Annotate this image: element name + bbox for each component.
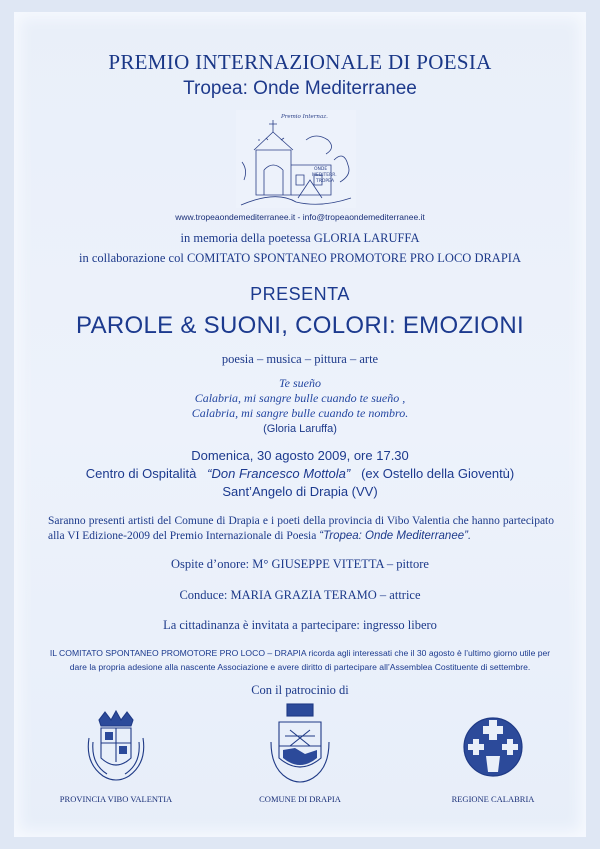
- svg-text:Premio Internaz.: Premio Internaz.: [281, 114, 328, 120]
- invito-line: La cittadinanza è invitata a partecipare: ingresso libero: [163, 618, 437, 632]
- artists-paragraph: [48, 514, 554, 544]
- sponsor-provincia-label: PROVINCIA VIBO VALENTIA: [59, 794, 173, 804]
- svg-text:ONDE: ONDE: [314, 167, 328, 172]
- venue-prefix: Centro di Ospitalità: [85, 466, 197, 481]
- collaborazione-line: in collaborazione col COMITATO SPONTANEO PROMOTORE PRO LOCO DRAPIA: [79, 251, 521, 265]
- event-date: Domenica, 30 agosto 2009, ore 17.30: [191, 448, 409, 463]
- contact-website-email: www.tropeaondemediterranee.it - info@tropeaondemediterranee.it: [175, 212, 425, 222]
- poster-title: PREMIO INTERNAZIONALE DI POESIA: [108, 50, 492, 74]
- provincia-coat-of-arms-icon: [81, 708, 151, 788]
- artists-paragraph-text: Saranno presenti artisti del Comune di Drapia e i poeti della provincia di Vibo Valentia che hanno partecipato alla VI Edizione-2009 del Premio Internazionale di Poesia: [48, 515, 554, 542]
- artists-paragraph-highlight: “Tropea: Onde Mediterranee”.: [319, 530, 472, 542]
- event-title: PAROLE & SUONI, COLORI: EMOZIONI: [76, 312, 524, 339]
- poem-author: (Gloria Laruffa): [263, 423, 337, 435]
- comitato-notice: IL COMITATO SPONTANEO PROMOTORE PRO LOCO – DRAPIA ricorda agli interessati che il 30 agosto è l’ultimo giorno utile per dare la propria adesione alla nascente Associazione e avere diritto di partecipare all’Assemblea Costituente di settembre.: [49, 648, 551, 672]
- event-place: Sant’Angelo di Drapia (VV): [222, 484, 378, 499]
- ospite-line: Ospite d’onore: M° GIUSEPPE VITETTA – pittore: [171, 557, 429, 571]
- venue-name: “Don Francesco Mottola”: [207, 466, 351, 481]
- conduce-line: Conduce: MARIA GRAZIA TERAMO – attrice: [179, 588, 421, 602]
- poster: [14, 12, 586, 837]
- sponsor-comune-label: COMUNE DI DRAPIA: [259, 794, 341, 804]
- venue-suffix: (ex Ostello della Gioventù): [361, 466, 515, 481]
- comune-coat-of-arms-icon: [265, 702, 335, 782]
- poem-line-1: Calabria, mi sangre bulle cuando te sueño ,: [194, 391, 406, 405]
- premio-logo-sketch: [236, 110, 356, 208]
- memoria-line: in memoria della poetessa GLORIA LARUFFA: [180, 231, 420, 245]
- church-sketch-icon: [236, 110, 356, 208]
- patrocinio-heading: Con il patrocinio di: [251, 683, 349, 697]
- svg-text:MEDITERR.: MEDITERR.: [312, 173, 337, 178]
- sponsor-regione-label: REGIONE CALABRIA: [451, 794, 535, 804]
- presenta-heading: PRESENTA: [250, 284, 350, 304]
- poster-subtitle: Tropea: Onde Mediterranee: [183, 78, 417, 99]
- arts-subtitle: poesia – musica – pittura – arte: [221, 352, 379, 366]
- poem-line-2: Calabria, mi sangre bulle cuando te nombro.: [191, 406, 409, 420]
- event-venue: [14, 466, 586, 481]
- regione-emblem-icon: [458, 712, 528, 792]
- poem-title: Te sueño: [279, 376, 321, 390]
- svg-text:TROPEA: TROPEA: [316, 179, 335, 184]
